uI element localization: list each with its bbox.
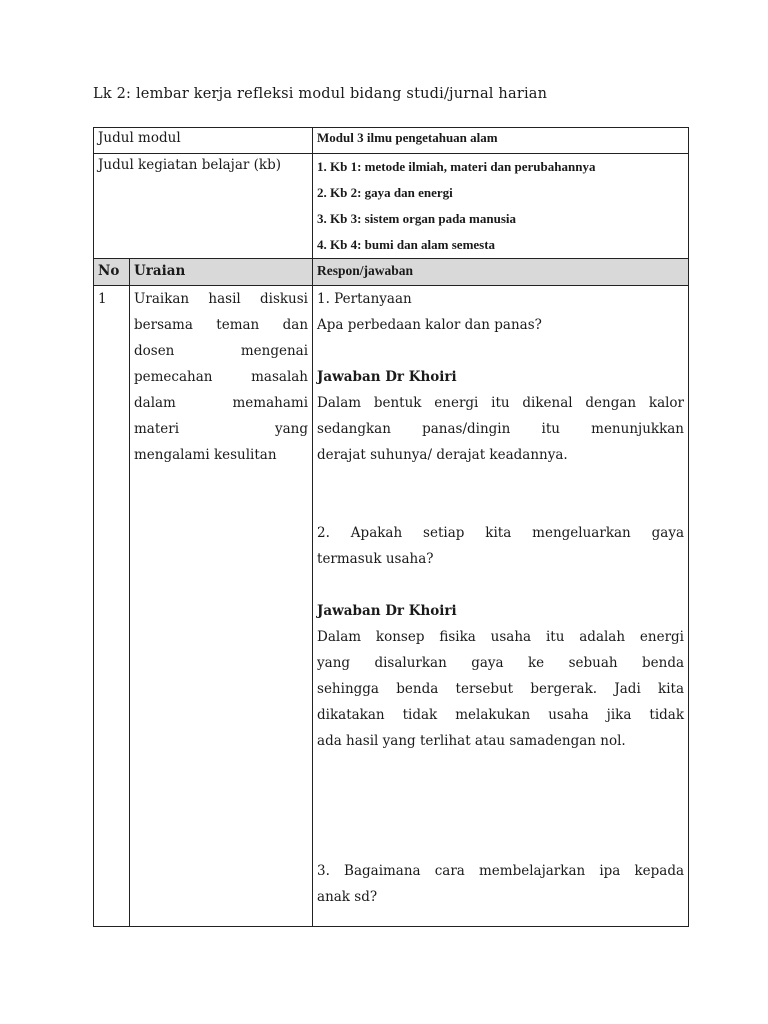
kegiatan-item: 4. Kb 4: bumi dan alam semesta xyxy=(317,237,496,252)
table-header-row xyxy=(94,259,689,286)
question-3-line: 3. Bagaimana cara membelajarkan ipa kepada xyxy=(317,863,685,879)
uraian-line: materi yang xyxy=(134,421,309,437)
respon-cell xyxy=(313,286,689,927)
kegiatan-item: 1. Kb 1: metode ilmiah, materi dan perubahannya xyxy=(317,159,596,174)
row-judul-modul xyxy=(94,128,689,154)
uraian-line: dosen mengenai xyxy=(134,343,309,359)
header-uraian: Uraian xyxy=(130,259,313,286)
header-no: No xyxy=(94,259,130,286)
uraian-line: mengalami kesulitan xyxy=(134,447,277,463)
page-title: Lk 2: lembar kerja refleksi modul bidang studi/jurnal harian xyxy=(93,86,548,102)
row-number: 1 xyxy=(94,286,130,927)
answer-1-label: Jawaban Dr Khoiri xyxy=(317,369,457,385)
kegiatan-item: 2. Kb 2: gaya dan energi xyxy=(317,185,453,200)
row-kegiatan xyxy=(94,154,689,259)
uraian-line: pemecahan masalah xyxy=(134,369,309,385)
table-row xyxy=(94,286,689,927)
answer-2-label: Jawaban Dr Khoiri xyxy=(317,603,457,619)
kegiatan-item: 3. Kb 3: sistem organ pada manusia xyxy=(317,211,517,226)
uraian-cell xyxy=(130,286,313,927)
worksheet-table xyxy=(93,127,689,927)
answer-2-line: yang disalurkan gaya ke sebuah benda xyxy=(317,655,685,671)
answer-1-line: derajat suhunya/ derajat keadannya. xyxy=(317,447,568,463)
uraian-line: Uraikan hasil diskusi xyxy=(134,291,309,307)
question-2-line: 2. Apakah setiap kita mengeluarkan gaya xyxy=(317,525,685,541)
answer-2-line: dikatakan tidak melakukan usaha jika tidak xyxy=(317,707,685,723)
question-1-heading: 1. Pertanyaan xyxy=(317,291,412,307)
uraian-line: bersama teman dan xyxy=(134,317,309,333)
judul-modul-label: Judul modul xyxy=(94,128,313,154)
answer-1-line: sedangkan panas/dingin itu menunjukkan xyxy=(317,421,685,437)
answer-2-line: sehingga benda tersebut bergerak. Jadi kita xyxy=(317,681,685,697)
uraian-line: dalam memahami xyxy=(134,395,309,411)
judul-modul-value: Modul 3 ilmu pengetahuan alam xyxy=(313,128,689,154)
header-respon: Respon/jawaban xyxy=(313,259,689,286)
question-3-line: anak sd? xyxy=(317,889,378,905)
answer-2-line: Dalam konsep fisika usaha itu adalah energi xyxy=(317,629,685,645)
answer-1-line: Dalam bentuk energi itu dikenal dengan kalor xyxy=(317,395,685,411)
kegiatan-list xyxy=(313,154,689,259)
answer-2-line: ada hasil yang terlihat atau samadengan nol. xyxy=(317,733,626,749)
kegiatan-label: Judul kegiatan belajar (kb) xyxy=(94,154,313,259)
question-2-line: termasuk usaha? xyxy=(317,551,434,567)
question-1-text: Apa perbedaan kalor dan panas? xyxy=(317,317,542,333)
